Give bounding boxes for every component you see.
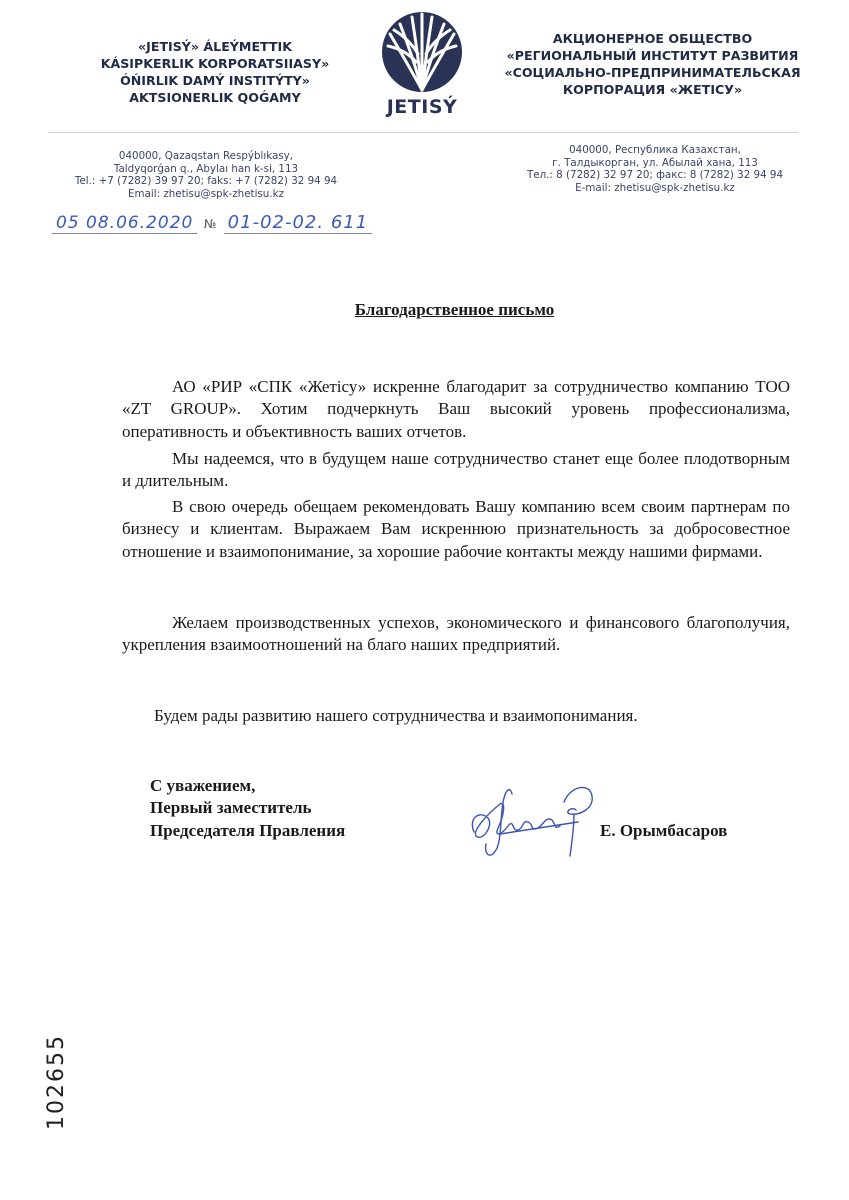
- letter-title: Благодарственное письмо: [354, 300, 555, 319]
- outgoing-number: [52, 212, 372, 234]
- registration-number: 102655: [44, 1034, 69, 1130]
- company-logo: [372, 10, 472, 122]
- header-left-line: KÁSIPKERLIK KORPORATSIIASY»: [100, 56, 330, 71]
- signature-line: Председателя Правления: [150, 820, 346, 840]
- signature-line: С уважением,: [150, 776, 256, 795]
- address-right-line: 040000, Республика Казахстан,: [569, 144, 741, 156]
- logo-wordmark: JETISÝ: [386, 96, 458, 118]
- header-left-line: AKTSIONERLIK QOǴAMY: [129, 90, 301, 105]
- address-right-line: E-mail: zhetisu@spk-zhetisu.kz: [575, 181, 735, 194]
- signature-line: Первый заместитель: [150, 798, 312, 818]
- header-right-line: «РЕГИОНАЛЬНЫЙ ИНСТИТУТ РАЗВИТИЯ: [506, 48, 799, 63]
- outgoing-date: 05 08.06.2020: [52, 213, 197, 234]
- letter-paragraph: [122, 496, 790, 563]
- outgoing-number-label: №: [203, 217, 218, 231]
- header-russian-name: [500, 30, 805, 98]
- signatory-name: Е. Орымбасаров: [600, 821, 728, 840]
- header-left-line: «JETISÝ» ÁLEÝMETTIK: [138, 39, 292, 54]
- signature-block: [150, 775, 345, 842]
- letter-paragraph: [122, 705, 790, 727]
- paragraph-text: АО «РИР «СПК «Жетісу» искренне благодарит за сотрудничество компанию ТОО «ZT GROUP». Хотим подчеркнуть Ваш высокий уровень профессионализма, оперативность и объективность ваших отчетов.: [122, 377, 790, 441]
- header-right-line: КОРПОРАЦИЯ «ЖЕТІСУ»: [562, 82, 743, 97]
- logo-emblem-icon: [380, 10, 464, 94]
- address-left-line: Email: zhetisu@spk-zhetisu.kz: [128, 187, 284, 200]
- address-left-line: Tel.: +7 (7282) 39 97 20; faks: +7 (7282) 32 94 94: [74, 175, 338, 188]
- header-right-line: «СОЦИАЛЬНО-ПРЕДПРИНИМАТЕЛЬСКАЯ: [504, 65, 801, 80]
- header-kazakh-name: [90, 38, 340, 106]
- header-divider: [48, 132, 798, 133]
- letter-paragraph: [122, 612, 790, 657]
- paragraph-text: Мы надеемся, что в будущем наше сотрудничество станет еще более плодотворным и длительным.: [122, 449, 790, 491]
- address-right-line: Тел.: 8 (7282) 32 97 20; факс: 8 (7282) 32 94 94: [526, 169, 784, 182]
- header-left-line: ÓŃIRLIK DAMÝ INSTITÝTY»: [120, 73, 310, 88]
- address-russian: [510, 144, 800, 194]
- paragraph-text: В свою очередь обещаем рекомендовать Вашу компанию всем своим партнерам по бизнесу и клиентам. Выражаем Вам искреннюю признательность за добросовестное отношение и взаимопонимание, за хорошие рабочие контакты между нашими фирмами.: [122, 497, 790, 561]
- handwritten-signature: [460, 772, 610, 872]
- paragraph-text: Желаем производственных успехов, экономического и финансового благополучия, укрепления взаимоотношений на благо наших предприятий.: [122, 613, 790, 655]
- paragraph-text: Будем рады развитию нашего сотрудничества и взаимопонимания.: [154, 706, 638, 725]
- letter-paragraph: [122, 448, 790, 493]
- outgoing-ref: 01-02-02. 611: [224, 212, 373, 234]
- letter-paragraph: [122, 376, 790, 443]
- address-kazakh: [72, 150, 340, 200]
- header-right-line: АКЦИОНЕРНОЕ ОБЩЕСТВО: [552, 31, 753, 46]
- address-left-line: 040000, Qazaqstan Respýblıkasy,: [118, 150, 294, 162]
- address-left-line: Taldyqorǵan q., Abylaı han k-si, 113: [113, 162, 299, 175]
- address-right-line: г. Талдыкорган, ул. Абылай хана, 113: [552, 156, 758, 169]
